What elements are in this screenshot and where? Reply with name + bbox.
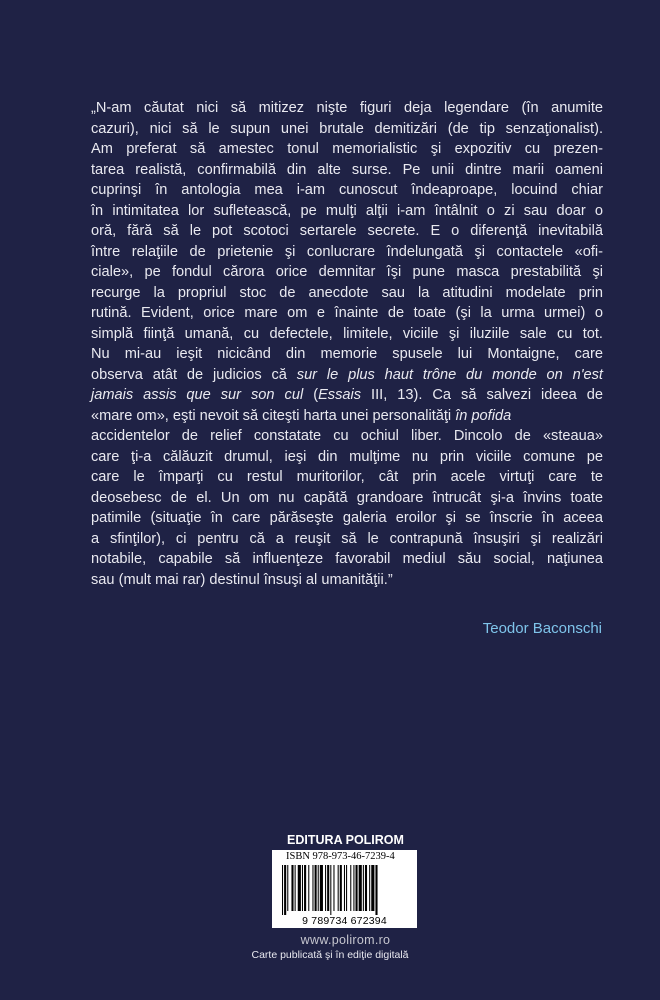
essais-title-italic: Essais (318, 387, 362, 403)
quote-line: oră, fără să le pot scotoci sertarele secrete. E o diferenţă inevitabilă (91, 223, 603, 239)
quote-text: III, 13). Ca să salvezi ideea de (361, 387, 603, 403)
in-pofida-italic: în pofida (455, 407, 512, 424)
quote-line (91, 406, 603, 427)
quote-line: tarea realistă, confirmabilă din alte surse. Pe unii dintre marii oameni (91, 161, 603, 178)
quote-line: deosebesc de el. Un om nu capătă grandoare întrucât şi-a învins toate (91, 489, 603, 506)
barcode-bar (320, 865, 323, 911)
barcode-bar (327, 865, 329, 911)
barcode-bar (330, 865, 331, 915)
quote-line: notabile, capabile să influenţeze favorabil mediul său social, naţiunea (91, 551, 603, 567)
quote-line: Am preferat să amestec tonul memorialistic şi expozitiv cu prezen- (91, 141, 603, 157)
barcode-bar (346, 865, 347, 911)
quote-text: observa atât de judicios că (91, 366, 297, 383)
barcode-bar (325, 865, 326, 911)
barcode-bar (359, 865, 362, 911)
publisher-website[interactable]: www.polirom.ro (300, 933, 391, 947)
barcode-bar (353, 865, 354, 911)
barcode-bar (298, 865, 301, 911)
barcode-bar (375, 865, 377, 915)
barcode-bar (340, 865, 342, 911)
barcode-bar (282, 865, 283, 915)
barcode-bar (312, 865, 313, 911)
barcode-bar (318, 865, 319, 911)
isbn-barcode (272, 850, 417, 928)
quote-line: sau (mult mai rar) destinul însuşi al umanităţii.” (91, 571, 393, 588)
quote-line: rutină. Evident, orice mare om e înainte de toate (şi la urma urmei) o (91, 305, 603, 321)
montaigne-quote-italic: sur le plus haut trône du monde on n'est (296, 366, 603, 383)
quote-line (91, 365, 603, 386)
quote-line: a sfinţilor), ci pentru că a reuşit să le contrapună însuşiri şi realizări (91, 530, 603, 547)
quote-text: «mare om», eşti nevoit să citeşti harta unei personalităţi (91, 407, 456, 424)
barcode-digits: 9 789734 672394 (302, 915, 387, 927)
montaigne-quote-italic: jamais assis que sur son cul (91, 387, 304, 403)
barcode-bar (333, 865, 334, 911)
quote-text: ( (303, 387, 319, 403)
author-name: Teodor Baconschi (482, 620, 602, 637)
barcode-bar (365, 865, 367, 911)
back-cover-quote (91, 98, 603, 590)
quote-line: accidentelor de relief constatate cu ochiul liber. Dincolo de «steaua» (91, 428, 603, 444)
barcode-bar (363, 865, 364, 911)
quote-line: între relaţiile de prietenie şi conlucrare îndelungată şi contactele «ofi- (91, 243, 603, 260)
barcode-bars (282, 865, 407, 915)
barcode-bar (338, 865, 339, 911)
barcode-bar (284, 865, 286, 915)
quote-line: patimile (situaţie în care părăseşte galeria eroilor şi se înscrie în aceea (91, 510, 603, 526)
quote-line: ciale», pe fondul cărora orice demnitar îşi pune masca prestabilită şi (91, 264, 603, 280)
barcode-bar (344, 865, 345, 911)
quote-line: cuprinşi în antologia mea i-am cunoscut îndeaproape, locuind chiar (91, 182, 603, 198)
quote-line: Nu mi-au ieşit nicicând din memorie spusele lui Montaigne, care (91, 346, 603, 362)
quote-line: care ţi-a călăuzit drumul, ieşi din mulţime nu prin viciile comune pe (91, 448, 603, 465)
quote-line: care le împarţi cu restul muritorilor, cât prin acele virtuţi care te (91, 469, 603, 485)
barcode-bar (315, 865, 317, 911)
quote-line: „N-am căutat nici să mitizez nişte figuri deja legendare (în anumite (91, 100, 603, 116)
isbn-label: ISBN 978-973-46-7239-4 (286, 851, 395, 862)
quote-line: recurge la propriul stoc de anecdote sau la atitudini modelate prin (91, 284, 603, 301)
barcode-bar (308, 865, 309, 911)
quote-line: în intimitatea lor sufletească, pe mulţi alţii i-am întâlnit o zi sau doar o (91, 202, 603, 219)
barcode-bar (295, 865, 296, 911)
barcode-bar (371, 865, 374, 911)
quote-line (91, 385, 603, 406)
quote-line: cazuri), nici să le supun unei brutale demitizări (de tip senzaţionalist). (91, 120, 603, 137)
digital-edition-note: Carte publicată şi în ediţie digitală (251, 949, 409, 961)
barcode-bar (287, 865, 288, 911)
barcode-bar (369, 865, 370, 911)
barcode-bar (302, 865, 303, 911)
barcode-bar (291, 865, 293, 911)
barcode-bar (356, 865, 358, 911)
publisher-name: EDITURA POLIROM (287, 833, 404, 847)
barcode-bar (304, 865, 306, 911)
quote-line: simplă fiinţă umană, cu defectele, limitele, viciile şi iluziile sale cu tot. (91, 325, 603, 342)
barcode-bar (350, 865, 351, 911)
